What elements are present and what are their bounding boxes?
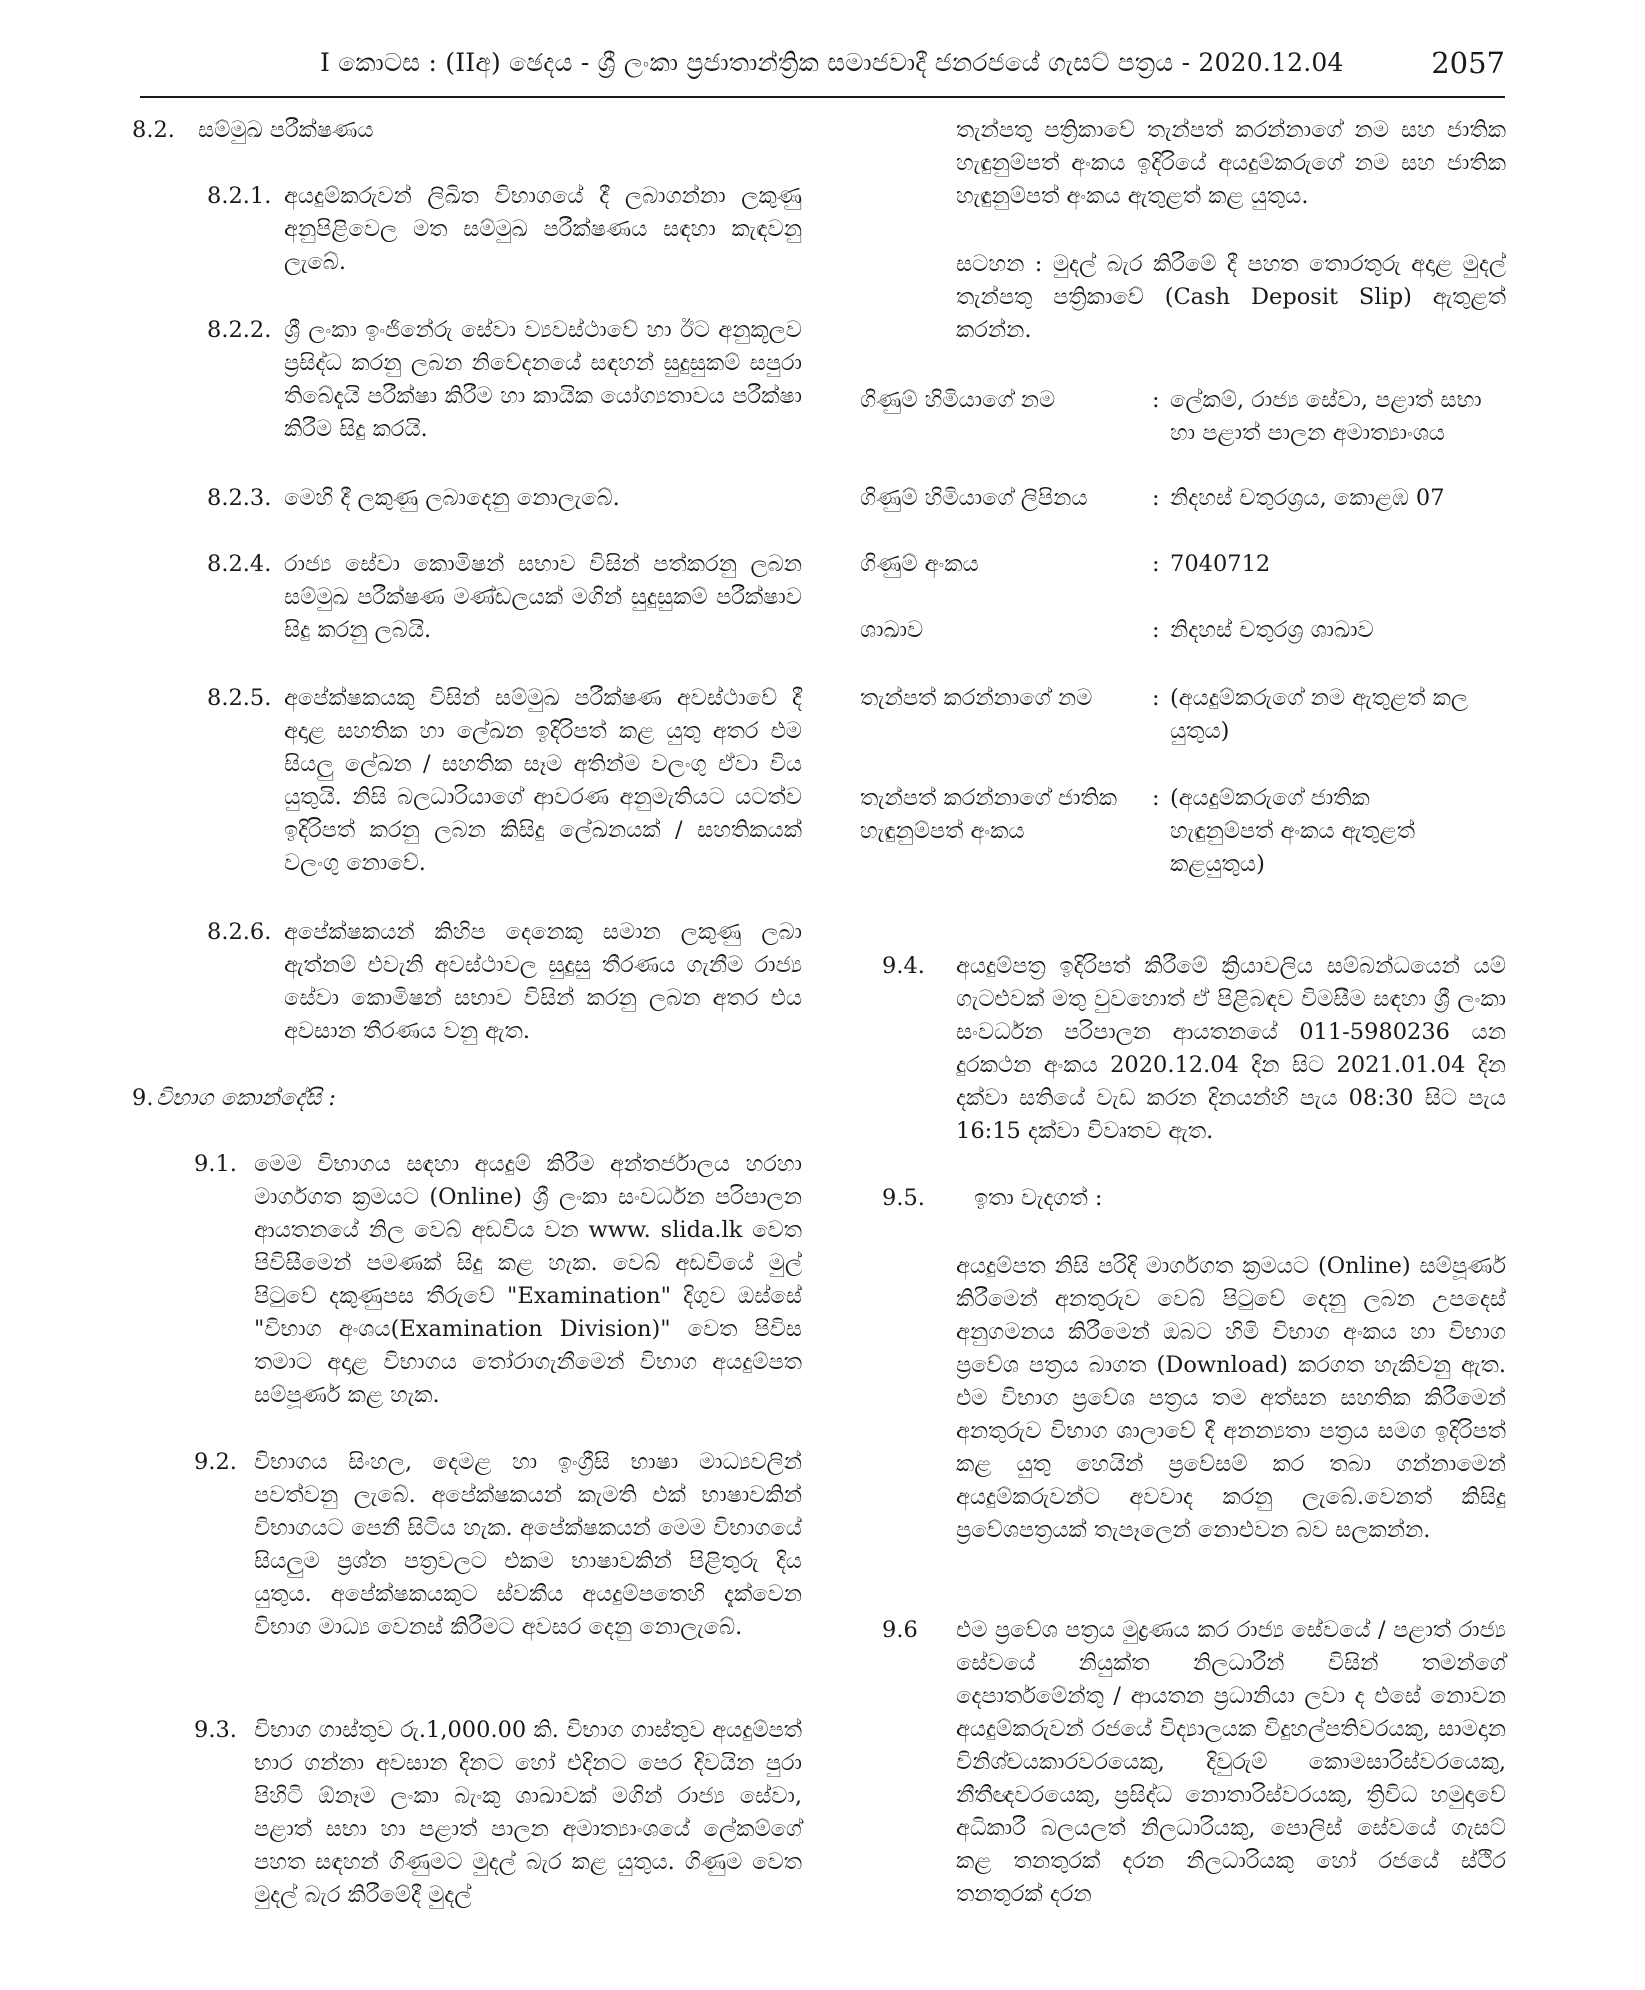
detail-label: ශාඛාව (860, 617, 924, 643)
clause-number: 9.1. (194, 1151, 237, 1177)
detail-colon: : (1152, 551, 1160, 577)
detail-row-branch (860, 614, 1510, 654)
clause-9-5-heading (860, 1182, 1510, 1222)
detail-colon: : (1152, 485, 1160, 511)
section-8-2 (132, 114, 802, 154)
section-title: විභාග කොන්දේසි : (156, 1085, 337, 1111)
clause-9-4 (860, 950, 1510, 1160)
paragraph-text: තැන්පතු පත්‍රිකාවේ තැන්පත් කරන්නාගේ නම සහ ජාතික හැඳුනුම්පත් අංකය ඉදිරියේ අයදුම්කරුගේ නම සහ ජාතික හැඳුනුම්පත් අංකය ඇතුළත් කළ යුතුය. (956, 117, 1506, 209)
clause-number: 8.2.4. (207, 551, 272, 577)
clause-title: ඉතා වැදගත් : (974, 1185, 1103, 1211)
detail-value: (අයදුම්කරුගේ ජාතික හැඳුනුම්පත් අංකය ඇතුළත් කළයුතුය) (1170, 785, 1415, 877)
clause-text: ශ්‍රී ලංකා ඉංජිනේරු සේවා ව්‍යවස්ථාවේ හා ඊට අනුකූලව ප්‍රසිද්ධ කරනු ලබන නිවේදනයේ සඳහන් සුදුසුකම් සපුරා තිබේදැයි පරීක්ෂා කිරීම හා කායික යෝග්‍යතාවය පරීක්ෂා කිරීම සිදු කරයි. (284, 317, 802, 442)
detail-label: ගිණුම් හිමියාගේ ලිපිනය (860, 485, 1088, 511)
clause-number: 9.2. (194, 1449, 237, 1475)
detail-colon: : (1152, 387, 1160, 413)
clause-text: අපේක්ෂකයකු විසින් සම්මුඛ පරීක්ෂණ අවස්ථාවේ දී අදාළ සහතික හා ලේඛන ඉදිරිපත් කළ යුතු අතර එම සියලු ලේඛන / සහතික සෑම අතින්ම වලංගු ඒවා විය යුතුයි. නිසි බලධාරියාගේ ආවරණ අනුමැතියට යටත්ව ඉදිරිපත් කරනු ලබන කිසිදු ලේඛනයක් / සහතිකයක් වලංගු නොවේ. (284, 685, 802, 876)
section-number: 8.2. (132, 117, 175, 143)
detail-value: නිදහස් චතුරශ්‍රය, කොළඹ 07 (1170, 485, 1445, 511)
clause-9-3 (132, 1714, 802, 1954)
clause-9-2 (132, 1446, 802, 1686)
section-number: 9. (132, 1085, 154, 1111)
detail-row-address (860, 482, 1510, 522)
clause-text: අයදුම්පත නිසි පරිදි මාර්ගගත ක්‍රමයට (Online) සම්පූර්ණ කිරීමෙන් අනතුරුව වෙබ් පිටුවේ දෙනු ලබන උපදෙස් අනුගමනය කිරීමෙන් ඔබට හිමි විභාග අංකය හා විභාග ප්‍රවේශ පත්‍රය බාගත (Download) කරගත හැකිවනු ඇත. එම විභාග ප්‍රවේශ පත්‍රය තම අත්සන සහතික කිරීමෙන් අනතුරුව විභාග ශාලාවේ දී අනන්‍යතා පත්‍රය සමග ඉදිරිපත් කළ යුතු හෙයින් ප්‍රවේසම් කර තබා ගන්නාමෙන් අයදුම්කරුවන්ට අවවාද කරනු ලැබේ.වෙනත් කිසිදු ප්‍රවේශපත්‍රයක් තැපෑලෙන් නොඑවන බව සලකන්න. (956, 1253, 1506, 1543)
clause-number: 9.4. (882, 953, 925, 979)
detail-label: තැන්පත් කරන්නාගේ ජාතික හැඳුනුම්පත් අංකය (860, 785, 1118, 844)
clause-8-2-2 (132, 314, 802, 454)
page-number: 2057 (1431, 46, 1505, 80)
clause-text: අපේක්ෂකයන් කිහිප දෙනෙකු සමාන ලකුණු ලබා ඇත්නම් එවැනි අවස්ථාවල සුදුසු තීරණය ගැනීම රාජ්‍ය සේවා කොමිෂන් සභාව විසින් කරනු ලබන අතර එය අවසාන තීරණය වනු ඇත. (284, 919, 802, 1044)
clause-text: විභාගය සිංහල, දෙමළ හා ඉංග්‍රීසි භාෂා මාධ්‍යවලින් පවත්වනු ලැබේ. අපේක්ෂකයන් කැමති එක් භාෂාවකින් විභාගයට පෙනී සිටිය හැක. අපේක්ෂකයන් මෙම විභාගයේ සියලුම ප්‍රශ්න පත්‍රවලට එකම භාෂාවකින් පිළිතුරු දිය යුතුය. අපේක්ෂකයකුට ස්වකීය අයදුම්පතෙහි දැක්වෙන විභාග මාධ්‍ය වෙනස් කිරීමට අවසර දෙනු නොලැබේ. (254, 1449, 802, 1640)
detail-colon: : (1152, 617, 1160, 643)
section-title: සම්මුඛ පරීක්ෂණය (198, 117, 374, 143)
section-9 (132, 1082, 802, 1122)
clause-number: 9.6 (882, 1617, 918, 1643)
clause-8-2-3 (132, 482, 802, 522)
clause-8-2-6 (132, 916, 802, 1056)
detail-label: ගිණුම් අංකය (860, 551, 979, 577)
detail-row-depositor-name (860, 682, 1510, 752)
clause-number: 8.2.2. (207, 317, 272, 343)
detail-row-account-holder (860, 384, 1510, 454)
clause-number: 8.2.5. (207, 685, 272, 711)
detail-colon: : (1152, 685, 1160, 711)
detail-row-account-number (860, 548, 1510, 588)
clause-text: එම ප්‍රවේශ පත්‍රය මුද්‍රණය කර රාජ්‍ය සේවයේ / පළාත් රාජ්‍ය සේවයේ නියුක්ත නිලධාරීන් විසින් තමන්ගේ දෙපාර්තමේන්තු / ආයතන ප්‍රධානියා ලවා ද එසේ නොවන අයදුම්කරුවන් රජයේ විද්‍යාලයක විදුහල්පතිවරයකු, සාමදාන විනිශ්චයකාරවරයෙකු, දිවුරුම් කොමසාරිස්වරයෙකු, නීතීඥවරයෙකු, ප්‍රසිද්ධ නොතාරිස්වරයකු, ත්‍රිවිධ හමුදාවේ අධිකාරී බලයලත් නිලධාරියකු, පොලිස් සේවයේ ගැසට් කළ තනතුරක් දරන නිලධාරියකු හෝ රජයේ ස්ථිර තනතුරක් දරන (956, 1617, 1506, 1907)
detail-colon: : (1152, 785, 1160, 811)
detail-value: ලේකම්, රාජ්‍ය සේවා, පළාත් සභා හා පළාත් පාලන අමාත්‍යාංශය (1170, 387, 1482, 446)
clause-text: විභාග ගාස්තුව රු.1,000.00 කි. විභාග ගාස්තුව අයදුම්පත් භාර ගන්නා අවසාන දිනට හෝ එදිනට පෙර දිවයින පුරා පිහිටි ඕනෑම ලංකා බැංකු ශාඛාවක් මගින් රාජ්‍ය සේවා, පළාත් සභා හා පළාත් පාලන අමාත්‍යාංශයේ ලේකම්ගේ පහත සඳහන් ගිණුමට මුදල් බැර කළ යුතුය. ගිණුම වෙත මුදල් බැර කිරීමේදී මුදල් (254, 1717, 802, 1908)
clause-text: මෙම විභාගය සඳහා අයදුම් කිරීම අන්තර්ජාලය හරහා මාර්ගගත ක්‍රමයට (Online) ශ්‍රී ලංකා සංවර්ධන පරිපාලන ආයතනයේ නිල වෙබ් අඩවිය වන www. slida.lk වෙත පිවිසීමෙන් පමණක් සිදු කළ හැක. වෙබ් අඩවියේ මුල් පිටුවේ දකුණුපස තීරුවේ "Examination" දිගුව ඔස්සේ "විභාග අංශය(Examination Division)" වෙත පිවිස තමාට අදාළ විභාගය තෝරාගැනීමෙන් විභාග අයදුම්පත සම්පූර්ණ කළ හැක. (254, 1151, 802, 1408)
clause-8-2-4 (132, 548, 802, 658)
detail-value: (අයදුම්කරුගේ නම ඇතුළත් කල යුතුය) (1170, 685, 1469, 744)
clause-number: 9.3. (194, 1717, 237, 1743)
note-text: සටහන : මුදල් බැර කිරීමේ දී පහත තොරතුරු අදාළ මුදල් තැන්පතු පත්‍රිකාවේ (Cash Deposit Slip) ඇතුළත් කරන්න. (956, 251, 1506, 343)
detail-value: නිදහස් චතුරශ්‍ර ශාඛාව (1170, 617, 1374, 643)
clause-8-2-5 (132, 682, 802, 892)
clause-text: අයදුම්කරුවන් ලිඛිත විභාගයේ දී ලබාගන්නා ලකුණු අනුපිළිවෙල මත සම්මුඛ පරීක්ෂණය සඳහා කැඳවනු ලැබේ. (284, 183, 802, 275)
detail-label: ගිණුම් හිමියාගේ නම (860, 387, 1056, 413)
clause-text: මෙහි දී ලකුණු ලබාදෙනු නොලැබේ. (284, 485, 620, 511)
page-header (140, 48, 1505, 88)
clause-text: රාජ්‍ය සේවා කොමිෂන් සභාව විසින් පත්කරනු ලබන සම්මුඛ පරීක්ෂණ මණ්ඩලයක් මගින් සුදුසුකම් පරීක්ෂාව සිදු කරනු ලබයි. (284, 551, 802, 643)
clause-text: අයදුම්පත්‍ර ඉදිරිපත් කිරීමේ ක්‍රියාවලිය සම්බන්ධයෙන් යම් ගැටළුවක් මතු වුවහොත් ඒ පිළිබඳව විමසීම සඳහා ශ්‍රී ලංකා සංවර්ධන පරිපාලන ආයතනයේ 011-5980236 යන දුරකථන අංකය 2020.12.04 දින සිට 2021.01.04 දින දක්වා සතියේ වැඩ කරන දිනයන්හි පැය 08:30 සිට පැය 16:15 දක්වා විවෘතව ඇත. (956, 953, 1506, 1144)
detail-row-depositor-nic (860, 782, 1510, 882)
header-title: I කොටස : (IIඅ) ඡෙදය - ශ්‍රී ලංකා ප්‍රජාතාන්ත්‍රික සමාජවාදී ජනරජයේ ගැසට් පත්‍රය - 2020.12.04 (320, 48, 1344, 77)
clause-number: 8.2.1. (207, 183, 272, 209)
clause-9-6 (860, 1614, 1510, 1934)
clause-number: 9.5. (882, 1185, 925, 1211)
clause-number: 8.2.6. (207, 919, 272, 945)
clause-8-2-1 (132, 180, 802, 290)
detail-label: තැන්පත් කරන්නාගේ නම (860, 685, 1093, 711)
header-rule (140, 96, 1505, 98)
clause-number: 8.2.3. (207, 485, 272, 511)
detail-value: 7040712 (1170, 551, 1271, 577)
clause-9-1 (132, 1148, 802, 1418)
